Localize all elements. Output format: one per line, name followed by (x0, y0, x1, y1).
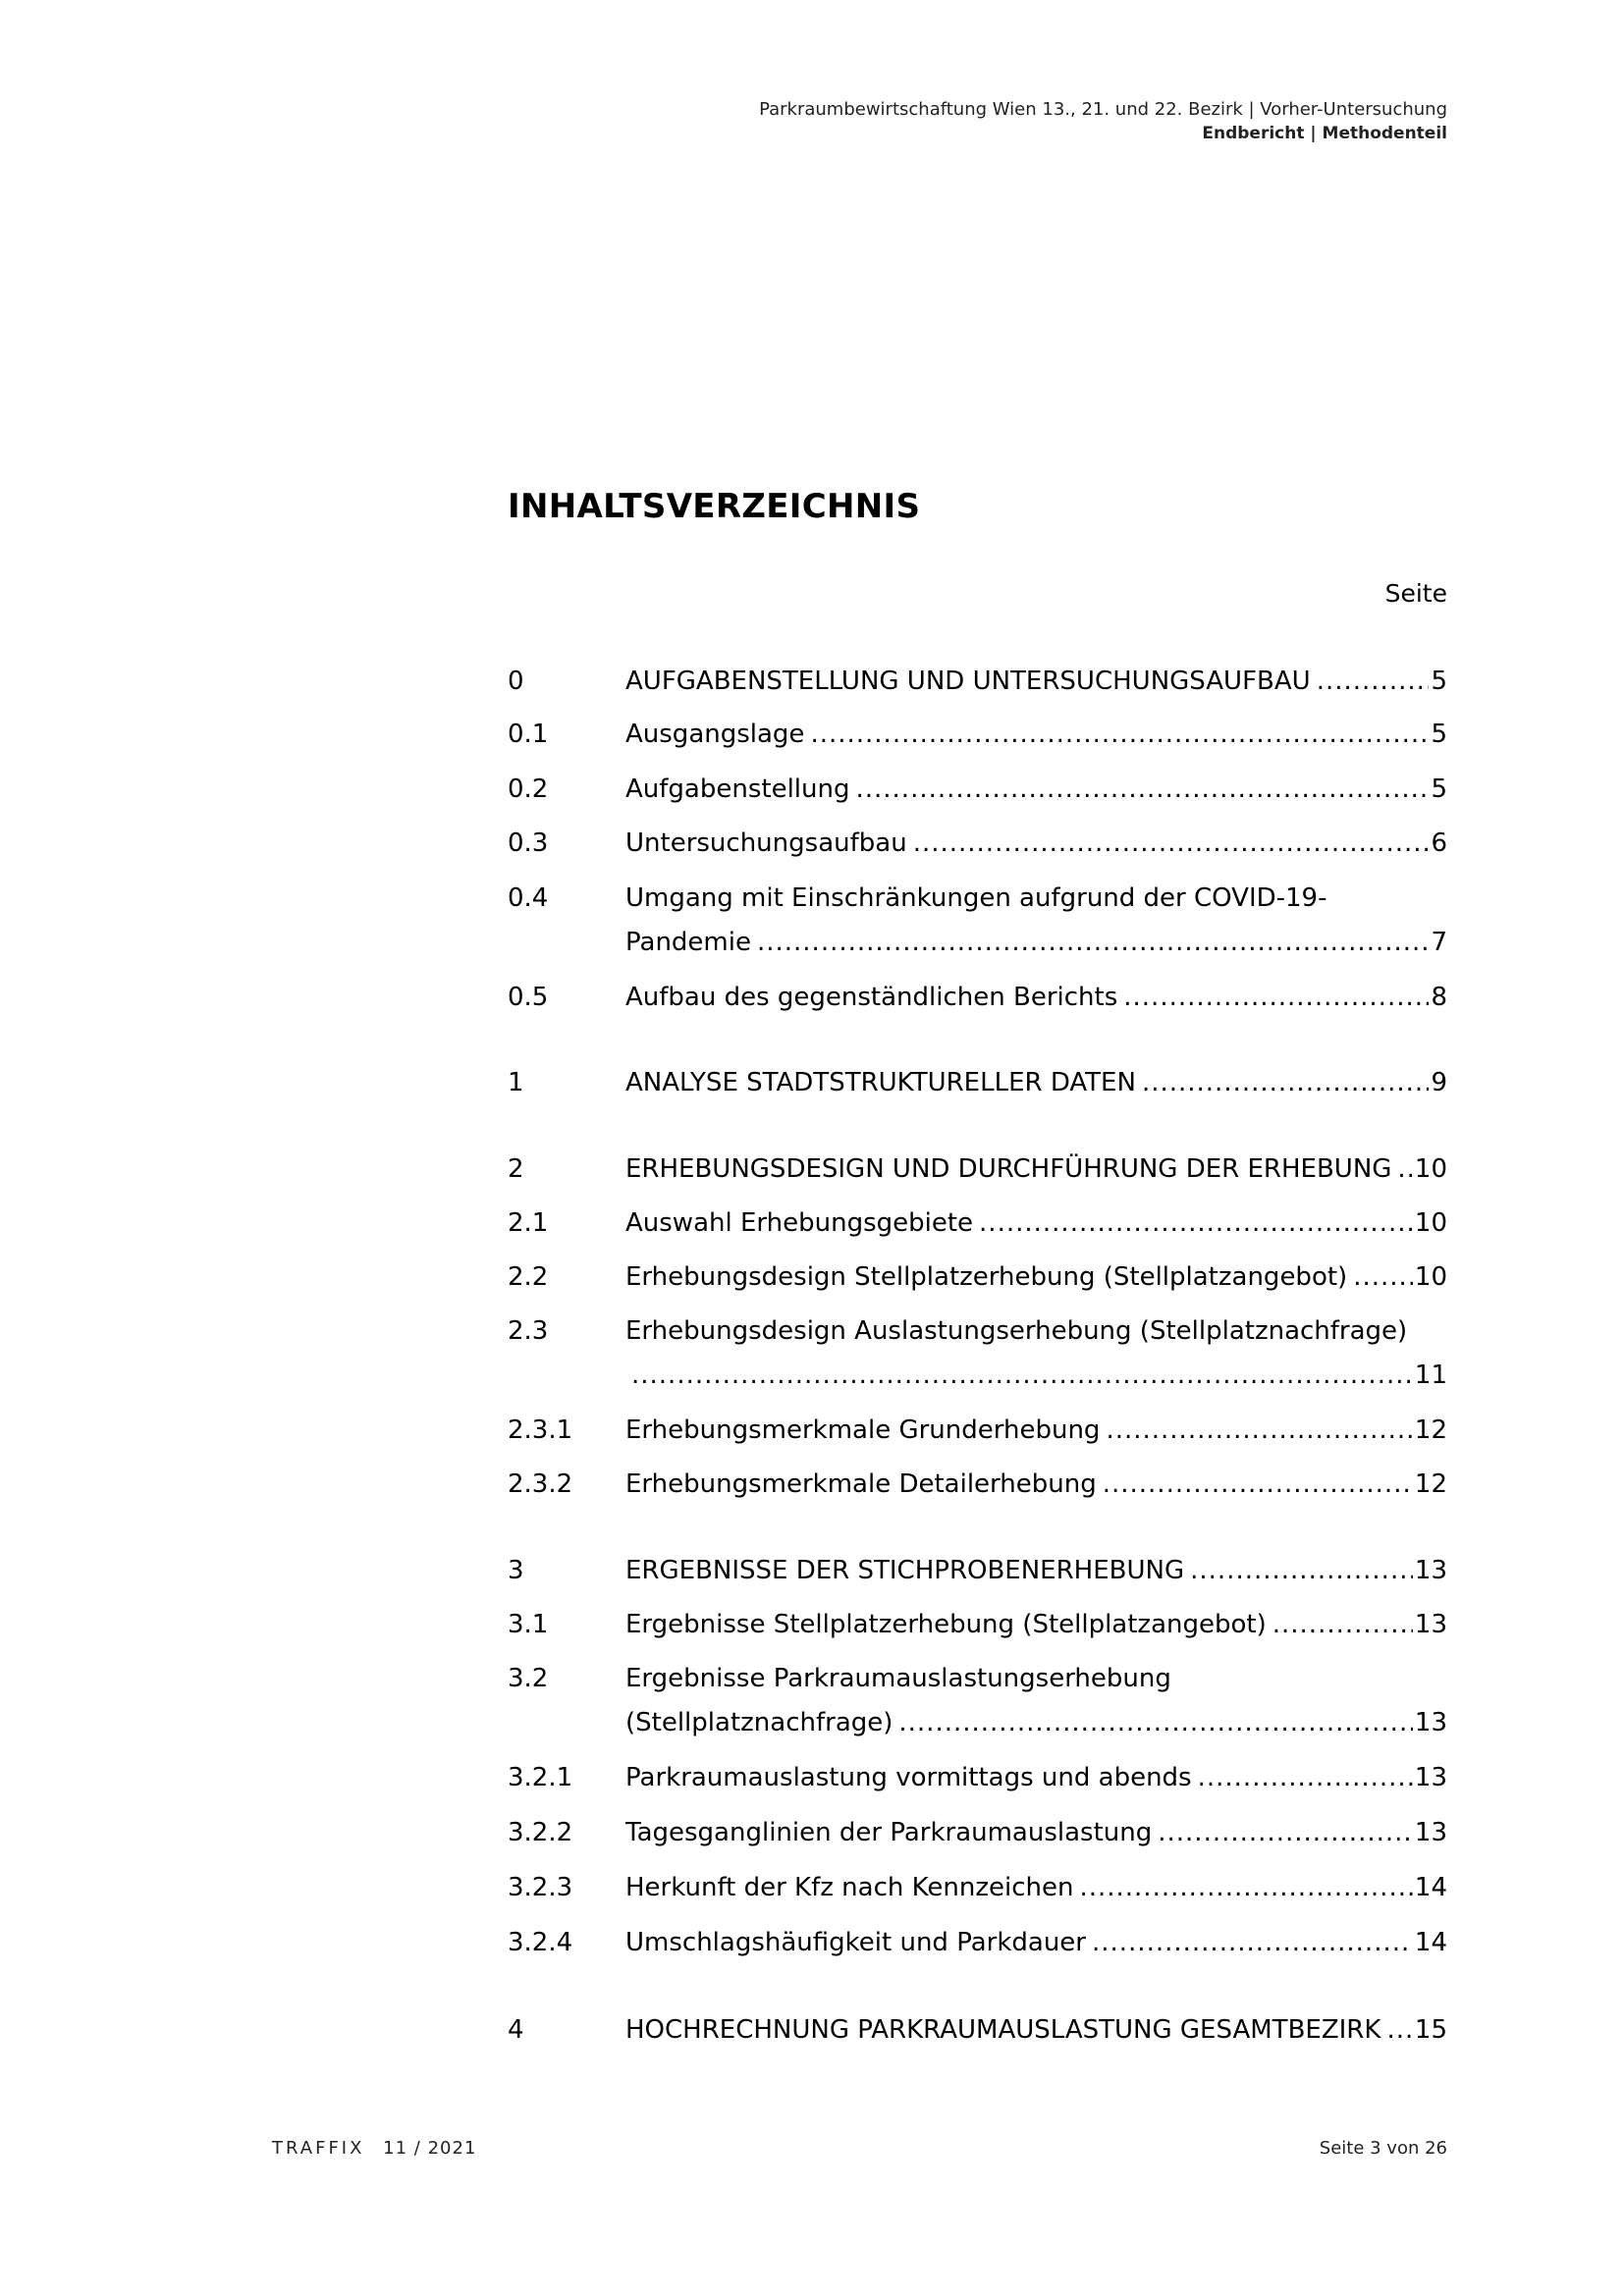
toc-entry-number: 0.3 (508, 828, 549, 858)
toc-entry-page: 5 (1431, 720, 1447, 749)
toc-entry-page: 13 (1414, 1610, 1447, 1639)
toc-entry-title: Erhebungsmerkmale Grunderhebung (625, 1415, 1101, 1445)
toc-entry-page: 7 (1431, 928, 1447, 957)
toc-entry-number: 3.2.3 (508, 1873, 573, 1902)
toc-entry-title: Auswahl Erhebungsgebiete (625, 1208, 974, 1238)
toc-entry-page: 13 (1414, 1708, 1447, 1737)
footer-date: 11 / 2021 (383, 2138, 477, 2159)
footer-brand-date (272, 2138, 476, 2159)
toc-entry-page: 13 (1414, 1763, 1447, 1792)
toc-entry-title: Erhebungsmerkmale Detailerhebung (625, 1469, 1097, 1499)
toc-entry-page: 11 (1414, 1361, 1447, 1390)
toc-entry-number: 2.3.1 (508, 1415, 573, 1445)
toc-title: INHALTSVERZEICHNIS (508, 487, 921, 526)
toc-entry-title: Parkraumauslastung vormittags und abends (625, 1763, 1192, 1792)
toc-page-column-label: Seite (1384, 579, 1447, 608)
toc-entry-title: ERHEBUNGSDESIGN UND DURCHFÜHRUNG DER ERHEBUNG (625, 1154, 1392, 1184)
toc-leader-dots (1317, 660, 1430, 704)
toc-entry-number: 0 (508, 667, 524, 696)
toc-entry-page: 10 (1414, 1262, 1447, 1292)
toc-entry-title: Tagesganglinien der Parkraumauslastung (625, 1818, 1153, 1847)
toc-leader-dots (1092, 1921, 1413, 1965)
toc-leader-dots (1353, 1255, 1413, 1300)
toc-leader-dots (1272, 1603, 1413, 1647)
toc-entry-number: 2.1 (508, 1208, 549, 1238)
toc-leader-dots (979, 1201, 1413, 1246)
toc-entry-page: 9 (1431, 1068, 1447, 1097)
toc-entry-number: 2.2 (508, 1262, 549, 1292)
toc-entry-title: Aufgabenstellung (625, 774, 850, 804)
header-report-title: Parkraumbewirtschaftung Wien 13., 21. und 22. Bezirk | Vorher-Untersuchung (759, 99, 1447, 120)
toc-entry-number: 0.5 (508, 983, 549, 1012)
toc-entry-title: HOCHRECHNUNG PARKRAUMAUSLASTUNG GESAMTBEZIRK (625, 2015, 1381, 2045)
toc-entry-title-line1: Ergebnisse Parkraumauslastungserhebung (625, 1664, 1171, 1693)
toc-entry-number: 3 (508, 1556, 524, 1585)
toc-leader-dots (631, 1354, 1413, 1398)
toc-entry-page: 13 (1414, 1556, 1447, 1585)
toc-entry-title: Umschlagshäufigkeit und Parkdauer (625, 1928, 1086, 1957)
toc-leader-dots (1103, 1463, 1413, 1507)
toc-entry-page: 13 (1414, 1818, 1447, 1847)
toc-entry-title: AUFGABENSTELLUNG UND UNTERSUCHUNGSAUFBAU (625, 667, 1311, 696)
toc-entry-title: Erhebungsdesign Stellplatzerhebung (Stellplatzangebot) (625, 1262, 1348, 1292)
toc-entry-number: 3.2.2 (508, 1818, 573, 1847)
toc-entry-number: 0.2 (508, 774, 549, 804)
toc-leader-dots (1158, 1811, 1413, 1855)
toc-entry-title: Aufbau des gegenständlichen Berichts (625, 983, 1118, 1012)
toc-entry-number: 3.1 (508, 1610, 549, 1639)
toc-entry-number: 3.2.4 (508, 1928, 573, 1957)
toc-entry-page: 10 (1414, 1208, 1447, 1238)
toc-entry-number: 2.3 (508, 1316, 549, 1346)
footer-brand: TRAFFIX (272, 2138, 365, 2159)
toc-leader-dots (1123, 976, 1429, 1020)
toc-leader-dots (1106, 1409, 1412, 1453)
toc-entry-page: 10 (1414, 1154, 1447, 1184)
toc-entry-page: 8 (1431, 983, 1447, 1012)
toc-entry-page: 15 (1414, 2015, 1447, 2045)
toc-entry-number: 4 (508, 2015, 524, 2045)
toc-entry-title: ANALYSE STADTSTRUKTURELLER DATEN (625, 1068, 1136, 1097)
toc-entry-page: 14 (1414, 1873, 1447, 1902)
toc-entry-title-line1: Erhebungsdesign Auslastungserhebung (Stellplatznachfrage) (625, 1316, 1408, 1346)
toc-entry-page: 14 (1414, 1928, 1447, 1957)
toc-entry-title: Ergebnisse Stellplatzerhebung (Stellplatzangebot) (625, 1610, 1267, 1639)
toc-leader-dots (1142, 1061, 1430, 1105)
toc-leader-dots (810, 713, 1429, 757)
toc-entry-title-line1: Umgang mit Einschränkungen aufgrund der COVID-19- (625, 883, 1327, 913)
toc-entry-number: 3.2.1 (508, 1763, 573, 1792)
toc-entry-title: Untersuchungsaufbau (625, 828, 907, 858)
toc-entry-page: 6 (1431, 828, 1447, 858)
toc-entry-number: 2 (508, 1154, 524, 1184)
toc-leader-dots (913, 822, 1430, 866)
toc-leader-dots (855, 768, 1429, 812)
table-of-contents (508, 0, 1447, 2296)
toc-leader-dots (1190, 1549, 1413, 1593)
footer-page-number: Seite 3 von 26 (1319, 2138, 1447, 2159)
toc-entry-title: (Stellplatznachfrage) (625, 1708, 893, 1737)
toc-leader-dots (1397, 1148, 1412, 1192)
toc-leader-dots (898, 1701, 1413, 1745)
header-report-type: Endbericht | Methodenteil (1202, 124, 1447, 143)
toc-entry-page: 5 (1431, 667, 1447, 696)
toc-leader-dots (1386, 2008, 1412, 2053)
toc-leader-dots (757, 921, 1429, 965)
toc-entry-title: ERGEBNISSE DER STICHPROBENERHEBUNG (625, 1556, 1185, 1585)
toc-leader-dots (1198, 1756, 1413, 1800)
toc-leader-dots (1079, 1866, 1412, 1910)
toc-entry-title: Pandemie (625, 928, 751, 957)
toc-entry-number: 1 (508, 1068, 524, 1097)
toc-entry-page: 12 (1414, 1415, 1447, 1445)
toc-entry-page: 5 (1431, 774, 1447, 804)
toc-entry-number: 3.2 (508, 1664, 549, 1693)
toc-entry-title: Herkunft der Kfz nach Kennzeichen (625, 1873, 1074, 1902)
toc-entry-number: 2.3.2 (508, 1469, 573, 1499)
toc-entry-number: 0.4 (508, 883, 549, 913)
toc-entry-page: 12 (1414, 1469, 1447, 1499)
toc-entry-title: Ausgangslage (625, 720, 805, 749)
toc-entry-number: 0.1 (508, 720, 549, 749)
